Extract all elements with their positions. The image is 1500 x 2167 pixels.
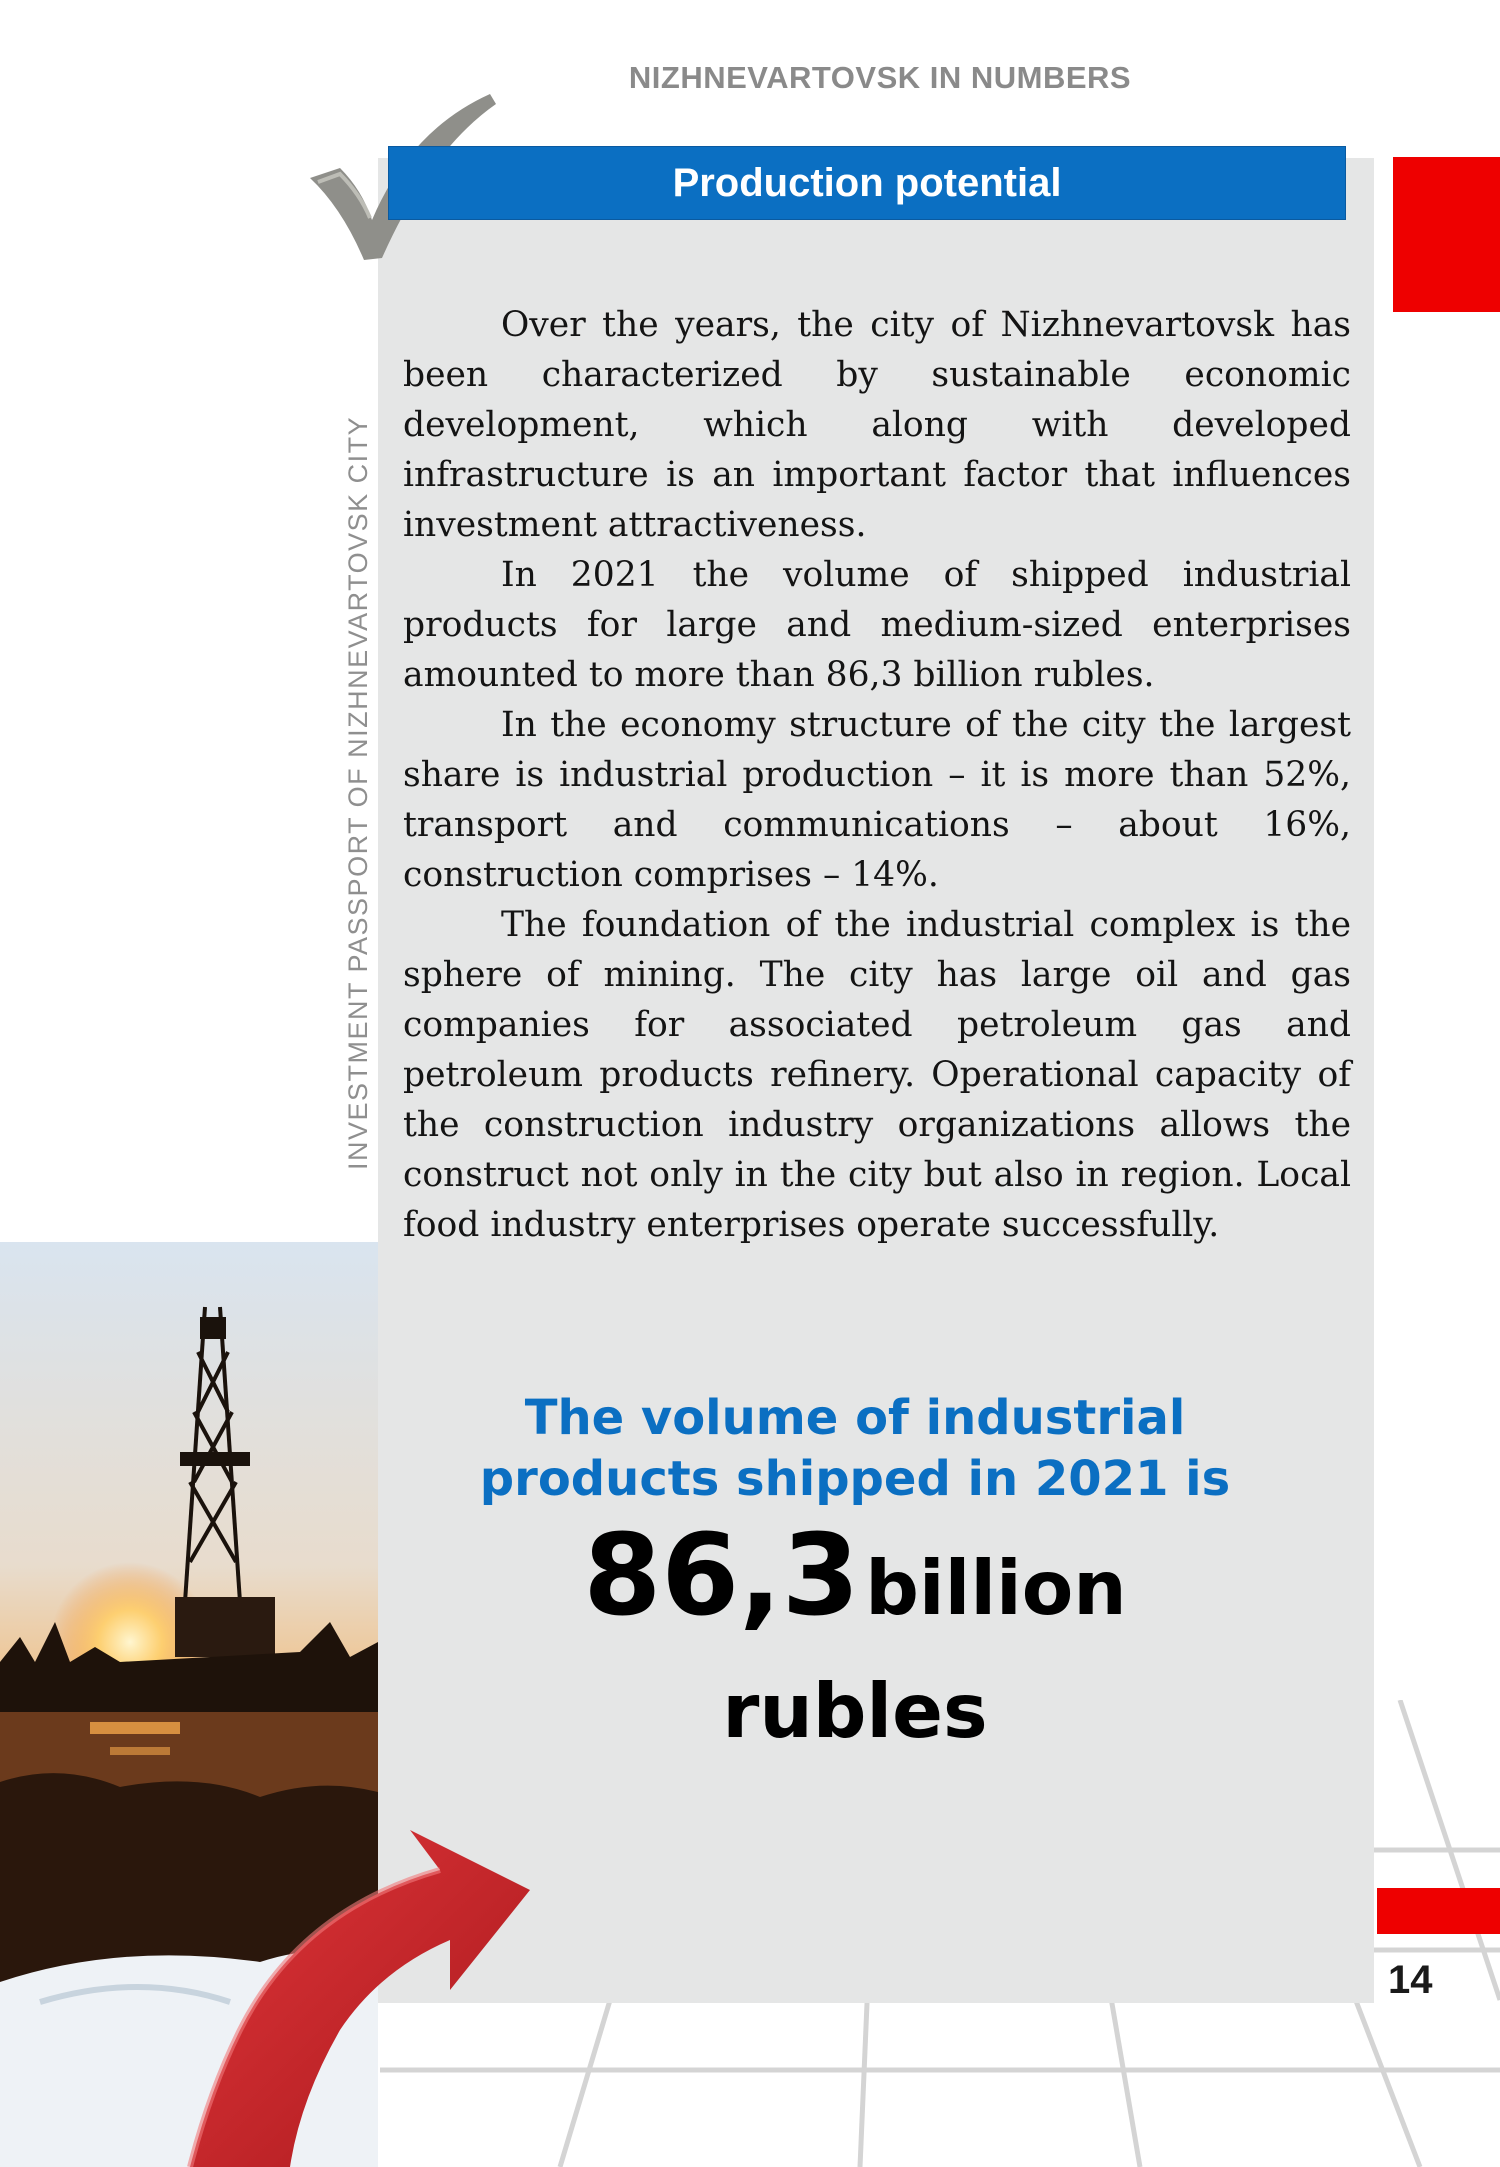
page-number: 14: [1388, 1958, 1433, 2002]
paragraph-2: In 2021 the volume of shipped industrial products for large and medium-sized enterprises amounted to more than 86,3 billion rubles.: [403, 555, 1351, 695]
red-arrow-icon: [150, 1830, 530, 2167]
body-text: [403, 300, 1351, 1250]
paragraph-3: In the economy structure of the city the largest share is industrial production – it is more than 52%, transport and communications – about 16%, construction comprises – 14%.: [403, 705, 1351, 895]
red-tab-bottom: [1377, 1888, 1500, 1934]
highlight-caption-line1: The volume of industrial: [524, 1390, 1186, 1446]
paragraph-4: The foundation of the industrial complex is the sphere of mining. The city has large oil and gas companies for associated petroleum gas and petroleum products refinery. Operational capacity of the construction industry organizations allows the construct not only in the city but also in region. Local food industry enterprises operate successfully.: [403, 905, 1351, 1245]
highlight-figure: [440, 1511, 1270, 1757]
highlight-unit-word2: rubles: [722, 1667, 988, 1755]
red-tab-top: [1393, 157, 1500, 312]
running-header: NIZHNEVARTOVSK IN NUMBERS: [628, 60, 1132, 95]
highlight-value: 86,3: [583, 1511, 860, 1641]
vertical-side-label: INVESTMENT PASSPORT OF NIZHNEVARTOVSK CITY: [343, 415, 373, 1170]
paragraph-1: Over the years, the city of Nizhnevartovsk has been characterized by sustainable economic development, which along with developed infrastructure is an important factor that influences investment attractiveness.: [403, 305, 1351, 545]
highlight-unit-word1: billion: [865, 1544, 1127, 1632]
highlight-caption-line2: products shipped in 2021 is: [479, 1451, 1231, 1507]
highlight-caption: [440, 1388, 1270, 1510]
section-title-bar: Production potential: [388, 146, 1346, 220]
